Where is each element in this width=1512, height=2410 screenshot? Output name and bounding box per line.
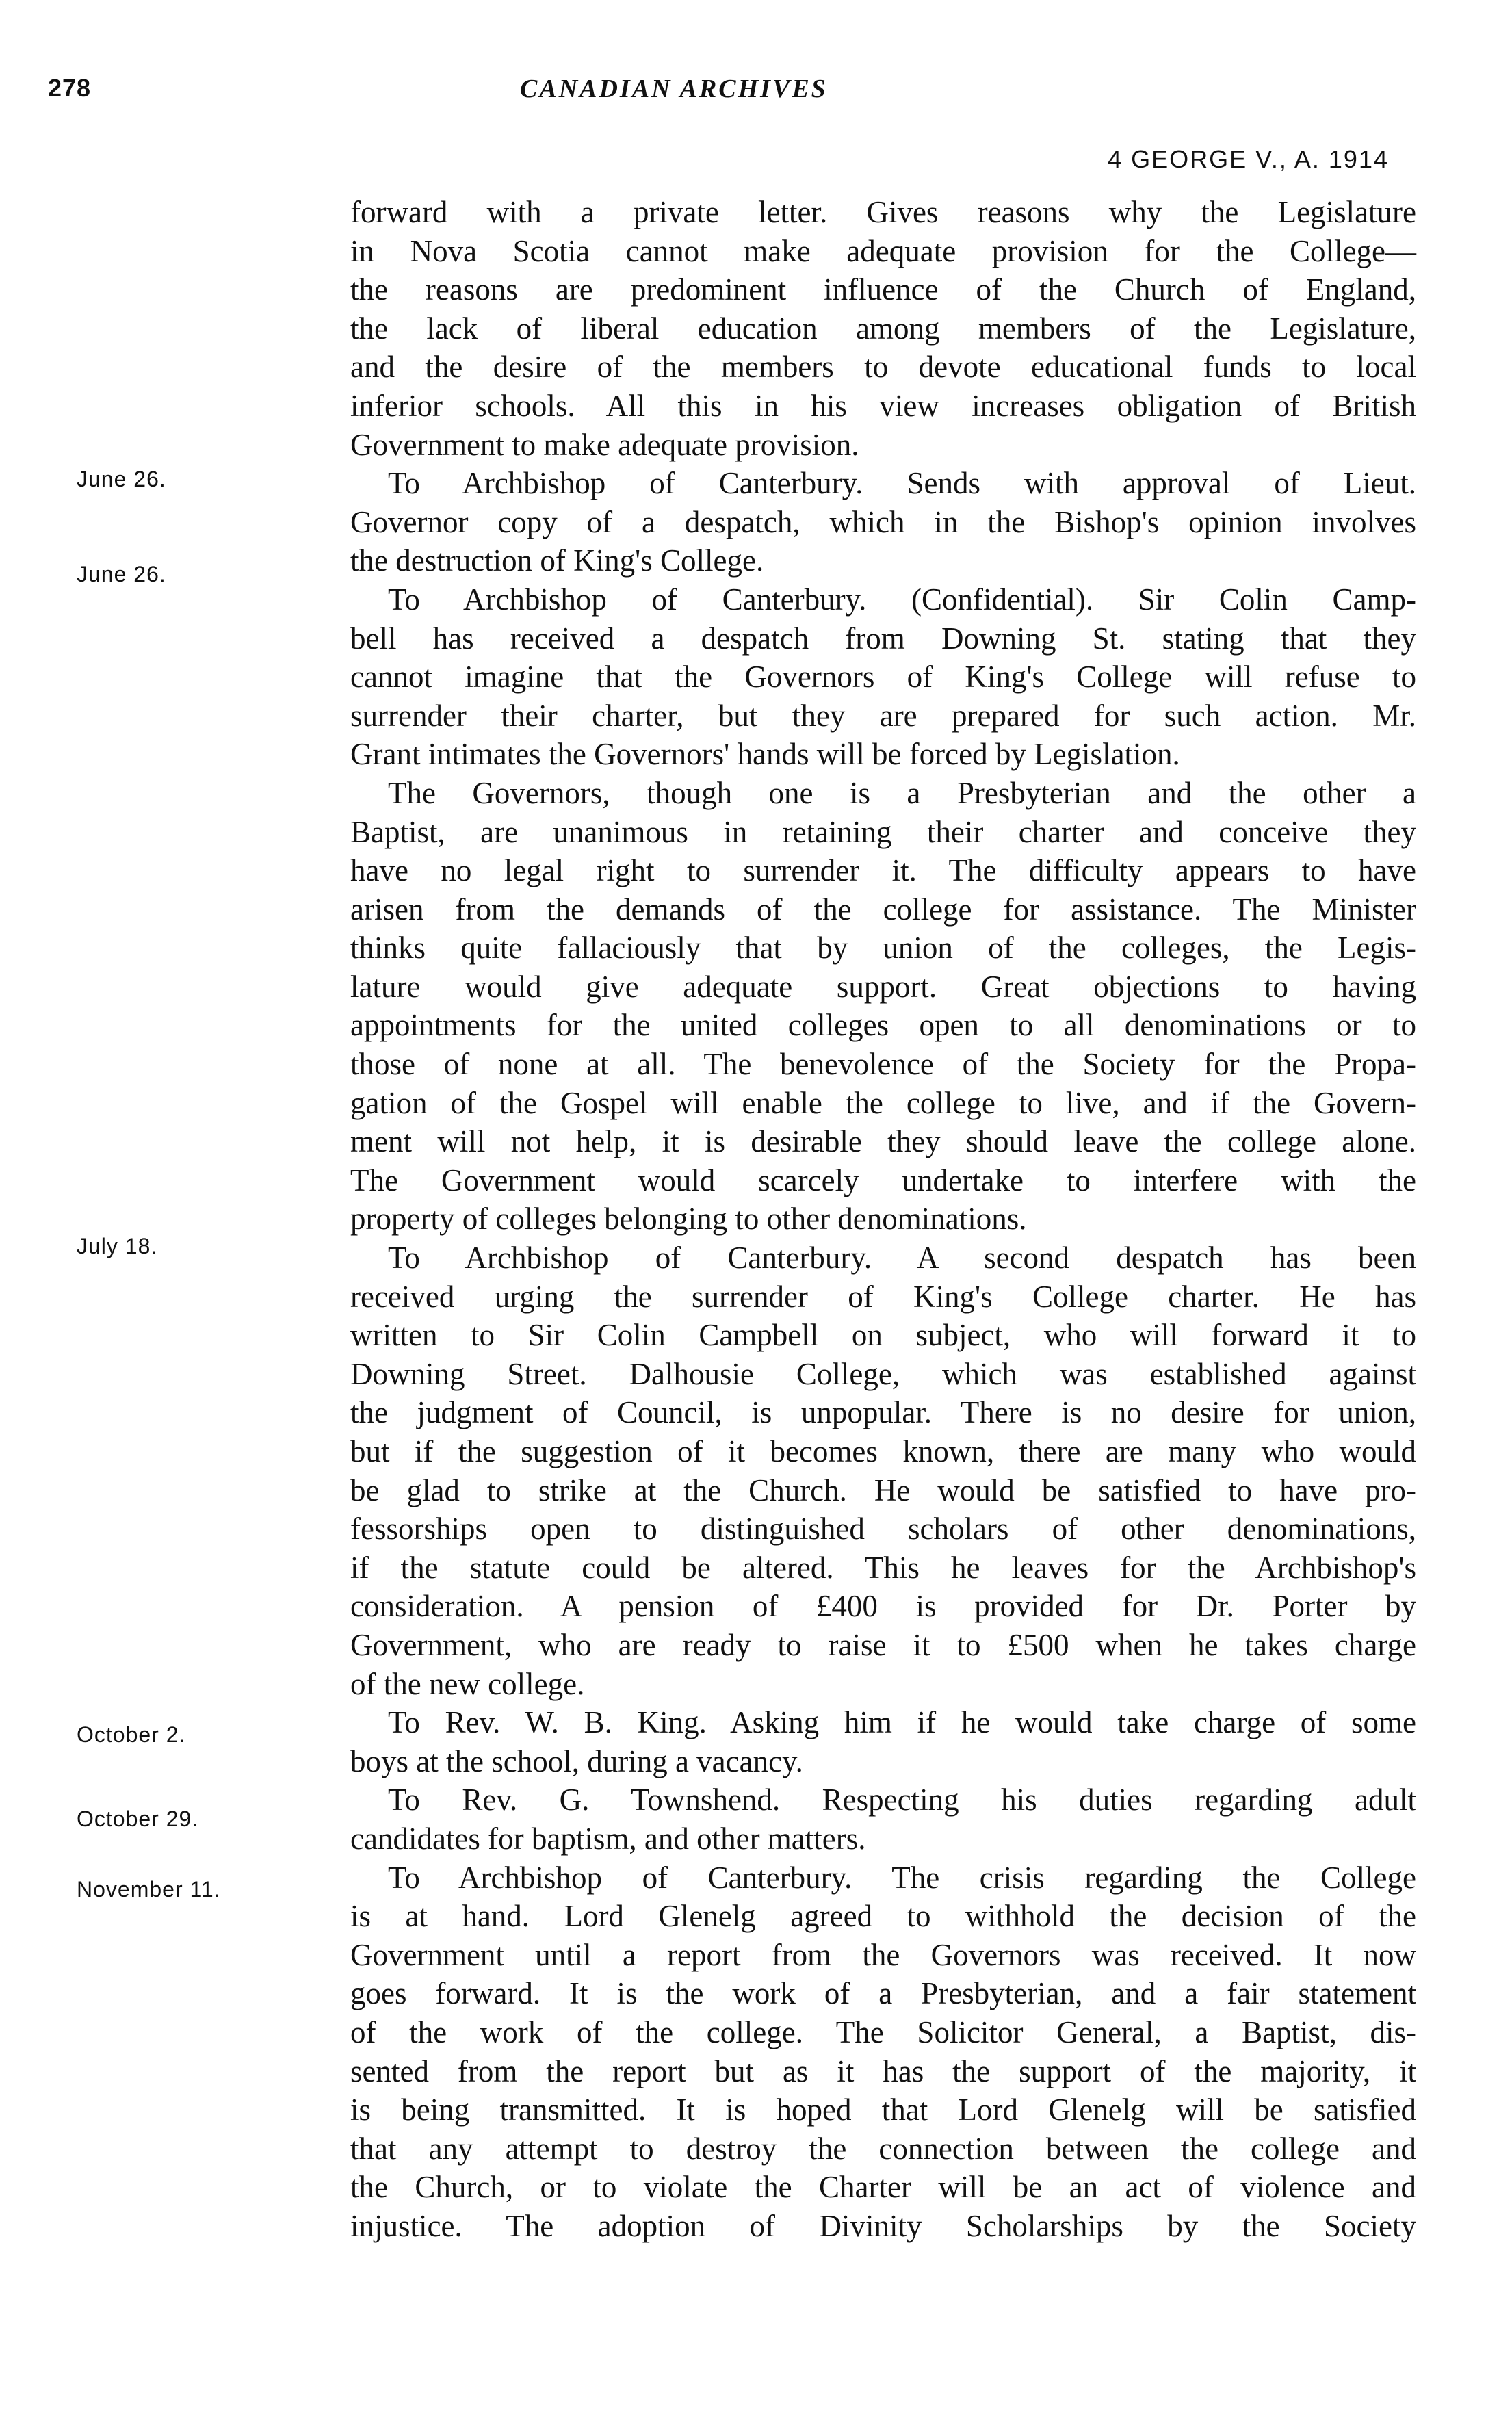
margin-date: June 26. xyxy=(77,562,166,586)
text-line: Baptist, are unanimous in retaining their charter and conceive they xyxy=(350,814,1416,849)
text-line: arisen from the demands of the college for assistance. The Minister xyxy=(350,892,1416,927)
text-line: have no legal right to surrender it. The difficulty appears to have xyxy=(350,853,1416,888)
text-line: forward with a private letter. Gives reasons why the Legislature xyxy=(350,195,1416,229)
text-line: Grant intimates the Governors' hands will be forced by Legislation. xyxy=(350,737,1180,772)
text-line: if the statute could be altered. This he leaves for the Archbishop's xyxy=(350,1550,1416,1585)
text-line: property of colleges belonging to other denominations. xyxy=(350,1202,1027,1236)
margin-date: October 2. xyxy=(77,1722,186,1747)
text-line: The Government would scarcely undertake to interfere with the xyxy=(350,1163,1416,1197)
text-line: bell has received a despatch from Downing St. stating that they xyxy=(350,621,1416,656)
running-title: CANADIAN ARCHIVES xyxy=(520,75,828,103)
text-line: lature would give adequate support. Great objections to having xyxy=(350,969,1416,1004)
text-line: written to Sir Colin Campbell on subject, who will forward it to xyxy=(350,1318,1416,1353)
margin-date: June 26. xyxy=(77,467,166,491)
text-line: consideration. A pension of £400 is provided for Dr. Porter by xyxy=(350,1589,1416,1624)
text-line: To Archbishop of Canterbury. (Confidential). Sir Colin Camp- xyxy=(388,582,1416,617)
text-line: Governor copy of a despatch, which in the Bishop's opinion involves xyxy=(350,504,1416,539)
session-label: 4 GEORGE V., A. 1914 xyxy=(1108,145,1389,173)
text-line: inferior schools. All this in his view increases obligation of British xyxy=(350,388,1416,423)
text-line: goes forward. It is the work of a Presbyterian, and a fair statement xyxy=(350,1976,1416,2011)
text-line: the lack of liberal education among members of the Legislature, xyxy=(350,311,1416,346)
text-line: fessorships open to distinguished scholars of other denominations, xyxy=(350,1512,1416,1546)
text-line: is being transmitted. It is hoped that Lord Glenelg will be satisfied xyxy=(350,2092,1416,2127)
text-line: the reasons are predominent influence of the Church of England, xyxy=(350,272,1416,307)
text-line: candidates for baptism, and other matters. xyxy=(350,1821,866,1856)
margin-date: October 29. xyxy=(77,1806,199,1831)
text-line: To Archbishop of Canterbury. The crisis regarding the College xyxy=(388,1860,1416,1895)
text-line: Government, who are ready to raise it to £500 when he takes charge xyxy=(350,1627,1416,1662)
text-line: the destruction of King's College. xyxy=(350,543,764,578)
text-line: and the desire of the members to devote educational funds to local xyxy=(350,350,1416,385)
text-line: surrender their charter, but they are prepared for such action. Mr. xyxy=(350,698,1416,733)
margin-date: November 11. xyxy=(77,1877,221,1902)
text-line: Government to make adequate provision. xyxy=(350,427,859,462)
text-line: the Church, or to violate the Charter will be an act of violence and xyxy=(350,2170,1416,2205)
text-line: appointments for the united colleges open to all denominations or to xyxy=(350,1008,1416,1043)
text-line: but if the suggestion of it becomes known, there are many who would xyxy=(350,1434,1416,1468)
body-text xyxy=(350,193,1416,2245)
text-line: of the new college. xyxy=(350,1666,585,1701)
text-line: To Archbishop of Canterbury. A second despatch has been xyxy=(388,1241,1416,1275)
text-line: injustice. The adoption of Divinity Scholarships by the Society xyxy=(350,2208,1416,2243)
text-line: that any attempt to destroy the connection between the college and xyxy=(350,2131,1416,2166)
text-line: To Archbishop of Canterbury. Sends with approval of Lieut. xyxy=(388,466,1416,501)
text-line: Downing Street. Dalhousie College, which was established against xyxy=(350,1356,1416,1391)
margin-date: July 18. xyxy=(77,1234,158,1258)
text-line: in Nova Scotia cannot make adequate provision for the College— xyxy=(350,233,1416,268)
text-line: To Rev. G. Townshend. Respecting his duties regarding adult xyxy=(388,1783,1416,1817)
text-line: gation of the Gospel will enable the college to live, and if the Govern- xyxy=(350,1085,1416,1120)
text-line: The Governors, though one is a Presbyterian and the other a xyxy=(388,775,1416,810)
text-line: boys at the school, during a vacancy. xyxy=(350,1744,803,1778)
text-line: of the work of the college. The Solicitor General, a Baptist, dis- xyxy=(350,2014,1416,2049)
text-line: the judgment of Council, is unpopular. There is no desire for union, xyxy=(350,1395,1416,1430)
text-line: cannot imagine that the Governors of King's College will refuse to xyxy=(350,660,1416,695)
text-line: To Rev. W. B. King. Asking him if he would take charge of some xyxy=(388,1705,1416,1740)
page-number: 278 xyxy=(48,74,92,102)
text-line: sented from the report but as it has the support of the majority, it xyxy=(350,2053,1416,2088)
text-line: received urging the surrender of King's College charter. He has xyxy=(350,1279,1416,1314)
text-line: Government until a report from the Governors was received. It now xyxy=(350,1937,1416,1972)
text-line: thinks quite fallaciously that by union of the colleges, the Legis- xyxy=(350,931,1416,966)
text-line: those of none at all. The benevolence of the Society for the Propa- xyxy=(350,1047,1416,1082)
text-line: ment will not help, it is desirable they should leave the college alone. xyxy=(350,1124,1416,1159)
text-line: is at hand. Lord Glenelg agreed to withhold the decision of the xyxy=(350,1899,1416,1934)
text-line: be glad to strike at the Church. He would be satisfied to have pro- xyxy=(350,1473,1416,1507)
